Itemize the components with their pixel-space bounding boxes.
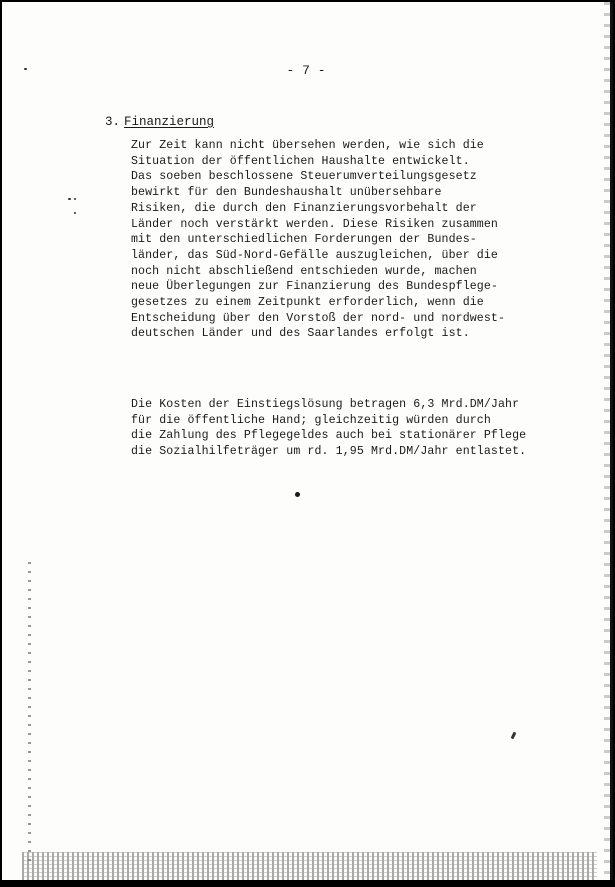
bullet-dot	[295, 492, 300, 497]
section-heading	[105, 115, 214, 129]
text-line: für die öffentliche Hand; gleichzeitig würden durch	[131, 413, 491, 427]
text-line: Entscheidung über den Vorstoß der nord- und nordwest-	[131, 311, 506, 325]
text-line: mit den unterschiedlichen Forderungen der Bundes-	[131, 233, 477, 247]
text-line: bewirkt für den Bundeshaushalt unübersehbare	[131, 186, 442, 200]
text-line: Risiken, die durch den Finanzierungsvorbehalt der	[131, 201, 477, 215]
scan-edge-marks	[604, 2, 610, 880]
text-line: Situation der öffentlichen Haushalte entwickelt.	[131, 154, 470, 168]
paragraph-costs	[131, 397, 526, 460]
section-number: 3.	[105, 115, 121, 129]
scan-speck	[74, 212, 76, 214]
text-line: gesetzes zu einem Zeitpunkt erforderlich, wenn die	[131, 296, 484, 310]
scan-speck	[511, 732, 517, 740]
text-line: Die Kosten der Einstiegslösung betragen 6,3 Mrd.DM/Jahr	[131, 398, 520, 411]
section-title: Finanzierung	[124, 115, 215, 129]
document-page	[2, 2, 613, 880]
text-line: noch nicht abschließend entschieden wurde, machen	[131, 264, 477, 278]
text-line: Länder noch verstärkt werden. Diese Risiken zusammen	[131, 217, 498, 231]
scan-speck	[24, 68, 27, 70]
text-line: neue Überlegungen zur Finanzierung des Bundespflege-	[131, 280, 498, 294]
text-line: die Sozialhilfeträger um rd. 1,95 Mrd.DM/Jahr entlastet.	[131, 445, 527, 459]
text-line: die Zahlung des Pflegegeldes auch bei stationärer Pflege	[131, 429, 527, 443]
scan-speck	[68, 198, 71, 200]
page-number: - 7 -	[286, 63, 326, 78]
text-line: Zur Zeit kann nicht übersehen werden, wie sich die	[131, 139, 484, 152]
scan-edge-marks	[28, 562, 31, 862]
paragraph-financing-risks	[131, 138, 505, 342]
text-line: deutschen Länder und des Saarlandes erfolgt ist.	[131, 327, 470, 341]
scan-speck	[74, 198, 76, 200]
text-line: länder, das Süd-Nord-Gefälle auszugleichen, über die	[131, 248, 498, 262]
scan-noise-band	[22, 852, 597, 880]
text-line: Das soeben beschlossene Steuerumverteilungsgesetz	[131, 170, 477, 184]
